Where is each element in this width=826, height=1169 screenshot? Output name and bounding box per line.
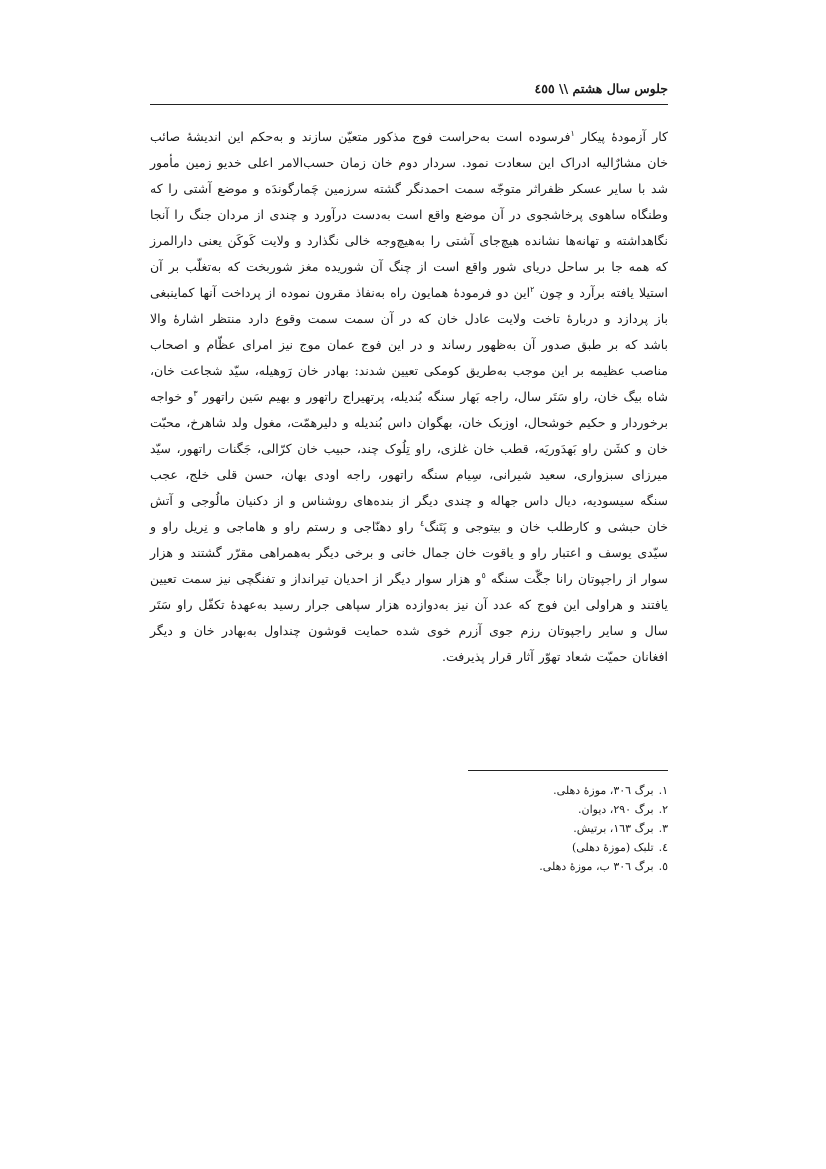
footnote-number: ٣. bbox=[658, 822, 668, 835]
footnote-text: برگ ٣٠٦، موزهٔ دهلی. bbox=[553, 784, 654, 797]
footnote-text: برگ ٢٩٠، دیوان. bbox=[578, 803, 654, 816]
footnote-ref-3[interactable]: ٣ bbox=[193, 388, 198, 398]
body-text-part-5: راو دهنّاجی و رستم راو و هاماجی و نِریل راو و سیّدی یوسف و اعتبار راو و یاقوت خان جمال خانی و برخی دیگر به‌همراهی مقرّر گشتند و هزار سوار از راجپوتان رانا جگّت سنگه bbox=[150, 519, 668, 586]
running-header: جلوس سال هشتم \\ ٤٥٥ bbox=[534, 81, 668, 96]
body-paragraph bbox=[150, 124, 668, 670]
document-page bbox=[150, 0, 668, 1169]
footnote-item bbox=[368, 857, 668, 876]
body-text-part-1: کار آزمودهٔ پیکار bbox=[574, 129, 669, 144]
footnote-text: تلبک (موزهٔ دهلی) bbox=[571, 841, 654, 854]
footnote-number: ٢. bbox=[658, 803, 668, 816]
header-rule bbox=[150, 104, 668, 105]
footnote-item bbox=[368, 800, 668, 819]
footnote-item bbox=[368, 838, 668, 857]
body-text-part-6: و هزار سوار دیگر از احدیان تیرانداز و تفنگچی نیز سمت تعیین یافتند و هراولی این فوج که عدد آن نیز به‌دوازده هزار سپاهی جرار رسید به‌عهدهٔ تکفّل راو سَتَر سال و سایر راجپوتان رزم جوی آزرم خوی شده حمایت قوشون چنداول به‌بهادر خان و دیگر افغانان حمیّت شعاد تهوّر آثار قرار پذیرفت. bbox=[150, 571, 668, 664]
footnote-text: برگ ١٦٣، برتیش. bbox=[573, 822, 654, 835]
footnote-ref-1[interactable]: ١ bbox=[570, 128, 575, 138]
body-text-part-4: و خواجه برخوردار و حکیم خوشحال، اوزبک خان، بهگوان داس بُندیله و دلیرهمّت، مغول ولد شاهرخ، محبّت خان و کشَن راو بَهدَوریَه، قطب خان غلزی، راو تِلُوک چند، حبیب خان کرّالی، جَگنات راتهور، سیّد میرزای سبزواری، سعید شیرانی، سِیام سنگه راتهور، راجه اودی بهان، حسن قلی خلج، عجب سنگه سیسودیه، دیال داس جهاله و چندی دیگر از بنده‌های روشناس و از دکنیان مالُوجی و آتش خان حبشی و کارطلب خان و بیتوجی و پَتَنگ bbox=[150, 389, 668, 534]
body-text-part-3: این دو فرمودهٔ همایون راه به‌نفاذ مقرون نموده از پرداخت آنها کماینبغی باز پردازد و دربارهٔ تاخت ولایت عادل خان که در آن سمت سمت وقوع دارد منتظر اشارهٔ والا باشد که بر طبق صدور آن به‌ظهور رساند و در این فوج عمان موج نیز امرای عظّام و اصحاب مناصب عظیمه بر این موجب به‌طریق کومکی تعیین شدند: بهادر خان رَوهیله، سیّد شجاعت خان، شاه بیگ خان، راو سَتَر سال، راجه بَهار سنگه بُندیله، پرتهیراج راتهور و بهیم سَین راتهور bbox=[150, 285, 668, 404]
footnote-number: ١. bbox=[658, 784, 668, 797]
footnote-item bbox=[368, 819, 668, 838]
footnote-text: برگ ٣٠٦ ب، موزهٔ دهلی. bbox=[539, 860, 654, 873]
footnote-ref-2[interactable]: ٢ bbox=[530, 284, 535, 294]
body-text-part-2: فرسوده است به‌حراست فوج مذکور متعیّن سازند و به‌حکم این اندیشهٔ صائب خان مشارٌالیه ادراک این سعادت نمود. سردار دوم خان زمان حسب‌الامر اعلی خدیو زمین مأمور شد با سایر عسکر ظفراثر متوجّه سمت احمدنگر گشته سرزمین چَمارگوندَه و موضع آشتی را که وطنگاه ساهوی پرخاشجوی در آن موضع واقع است به‌دست درآورد و چندی از مردان جنگ را آنجا نگاهداشته و تهانه‌ها نشانده هیچ‌جای آشتی را به‌هیچ‌وجه خالی نگذارد و ولایت کَوکَن یعنی دارالمرز که همه جا بر ساحل دریای شور واقع است از چنگ آن شوریده مغز شوربخت که به‌تغلّب بر آن استیلا یافته برآرد و چون bbox=[150, 129, 668, 300]
footnote-number: ٤. bbox=[658, 841, 668, 854]
footnote-ref-5[interactable]: ٥ bbox=[481, 570, 486, 580]
footnote-item bbox=[368, 781, 668, 800]
footnote-separator bbox=[468, 770, 668, 771]
footnote-number: ٥. bbox=[658, 860, 668, 873]
footnotes-list bbox=[368, 781, 668, 876]
footnote-ref-4[interactable]: ٤ bbox=[419, 518, 425, 528]
